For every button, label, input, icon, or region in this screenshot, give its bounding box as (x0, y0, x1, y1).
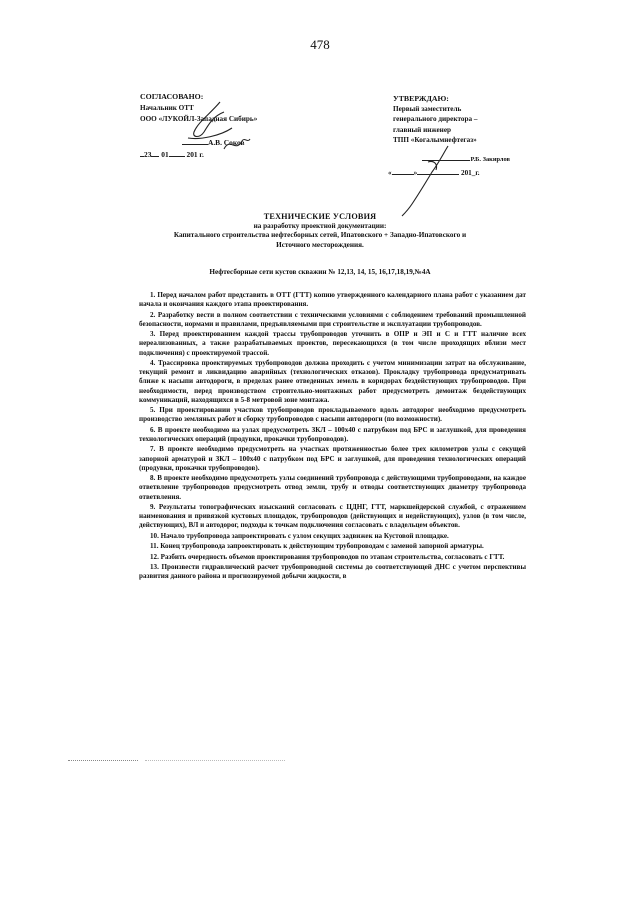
document-body (139, 291, 526, 583)
approval-left-header: СОГЛАСОВАНО: (140, 92, 204, 101)
approval-right-date-line: « » 201_г. (388, 166, 538, 177)
approval-right-company: ТПП «Когалымнефтегаз» (393, 135, 477, 144)
approval-right-signer: Р.Б. Закирлов (470, 156, 510, 163)
paragraph-4: 4. Трассировка проектируемых трубопроводов должна проходить с учетом минимизации затрат на обслуживание, текущий ремонт и ликвидацию аварийных (технологических отказов). Прокладку трубопровода предусматривать ближе к насыпи автодороги, в пределах ранее отведенных земель в коридорах бездействующих трубопроводов. При необходимости, перед производством строительно-монтажных работ предусмотреть демонтаж бездействующих коммуникаций, находящихся в 5-8 метровой зоне монтажа. (139, 358, 526, 404)
paragraph-10: 10. Начало трубопровода запроектировать с узлом секущих задвижек на Кустовой площадке. (150, 531, 449, 540)
page-number: 478 (310, 37, 330, 52)
paragraph-13: 13. Произвести гидравлический расчет трубопроводной системы до соответствующей ДНС с учетом перспективы развития данного района и прогнозируемой добычи жидкости, в (139, 562, 526, 581)
paragraph-6: 6. В проекте необходимо на узлах предусмотреть ЗКЛ – 100х40 с патрубком под БРС и заглушкой, для проведения технологических операций (продувки, прокачки трубопроводов). (139, 425, 526, 443)
document-title-line-4: Источного месторождения. (276, 240, 364, 249)
document-title-line-3: Капитального строительства нефтесборных сетей, Ипатовского + Западно-Ипатовского и (173, 231, 467, 240)
approval-left-signer: А.В. Соков (208, 138, 245, 147)
approval-right-header: УТВЕРЖДАЮ: (393, 94, 449, 103)
approval-left-date-day: 23 (144, 150, 152, 159)
document-subtitle: Нефтесборные сети кустов скважин № 12,13, 14, 15, 16,17,18,19,№4А (209, 268, 431, 276)
paragraph-12: 12. Разбить очередность объемов проектирования трубопроводов по этапам строительства, согласовать с ГТТ. (150, 552, 505, 561)
paragraph-5: 5. При проектировании участков трубопроводов прокладываемого вдоль автодорог необходимо предусмотреть производство земляных работ и сборку трубопроводов с насыпи автодороги (по возможности). (139, 406, 526, 424)
signature-left-date-mark (222, 135, 252, 155)
document-title: ТЕХНИЧЕСКИЕ УСЛОВИЯ (263, 212, 377, 221)
paragraph-11: 11. Конец трубопровода запроектировать к действующим трубопроводам с заменой запорной арматуры. (150, 542, 484, 551)
approval-left-date-month: 01 (161, 150, 169, 159)
approval-left-date-year: 201 г. (186, 150, 204, 159)
approval-right-date-year: 201_г. (460, 169, 480, 177)
footer-divider-faint (145, 760, 285, 761)
paragraph-9: 9. Результаты топографических изысканий согласовать с ЦДНГ, ГТТ, маркшейдерской службой, с отражением наименования и привязкой кустовых площадок, трубопроводов (действующих и недействующих), узлов (в том числе, действующих), ВЛ и автодорог, подходы к точкам подключения согласовать с владельцем объектов. (139, 502, 526, 530)
footer-divider (68, 760, 138, 761)
approval-right-position-3: главный инженер (393, 125, 452, 134)
document-title-line-2: на разработку проектной документации: (253, 221, 387, 230)
approval-left-company: ООО «ЛУКОЙЛ-Западная Сибирь» (140, 114, 258, 123)
approval-right-position-2: генерального директора – (393, 115, 478, 124)
approval-left-position: Начальник ОТТ (140, 104, 194, 113)
document-title-block (130, 212, 510, 250)
approval-block-right (393, 94, 543, 145)
paragraph-1: 1. Перед началом работ представить в ОТТ (ГТТ) копию утвержденного календарного плана работ с указанием дат начала и окончания каждого этапа проектирования. (139, 291, 526, 309)
approval-right-position-1: Первый заместитель (393, 105, 462, 114)
paragraph-3: 3. Перед проектированием каждой трассы трубопроводов уточнить в ОПР и ЭП и С и ГТТ наличие всех нереализованных, а также разрабатываемых проектов, пересекающихся (в том числе проходящих вблизи мест подключения) с проектируемой трассой. (139, 330, 526, 357)
signature-right-mark (398, 142, 458, 222)
paragraph-2: 2. Разработку вести в полном соответствии с техническими условиями с соблюдением требований промышленной безопасности, нормами и правилами, предъявляемыми при строительстве и эксплуатации трубопроводов. (139, 310, 526, 328)
paragraph-8: 8. В проекте необходимо предусмотреть узлы соединений трубопровода с действующими трубопроводами, на каждое ответвление трубопроводов предусмотреть отвод земли, трубу и отводы соответствующих диаметру трубопровода ответвления. (139, 474, 526, 501)
paragraph-7: 7. В проекте необходимо предусмотреть на участках протяженностью более трех километров узлы с секущей запорной арматурой и ЗКЛ – 100х40 с патрубком под БРС и заглушкой, для проведения технологических операций (продувки, прокачки трубопроводов). (139, 445, 526, 472)
